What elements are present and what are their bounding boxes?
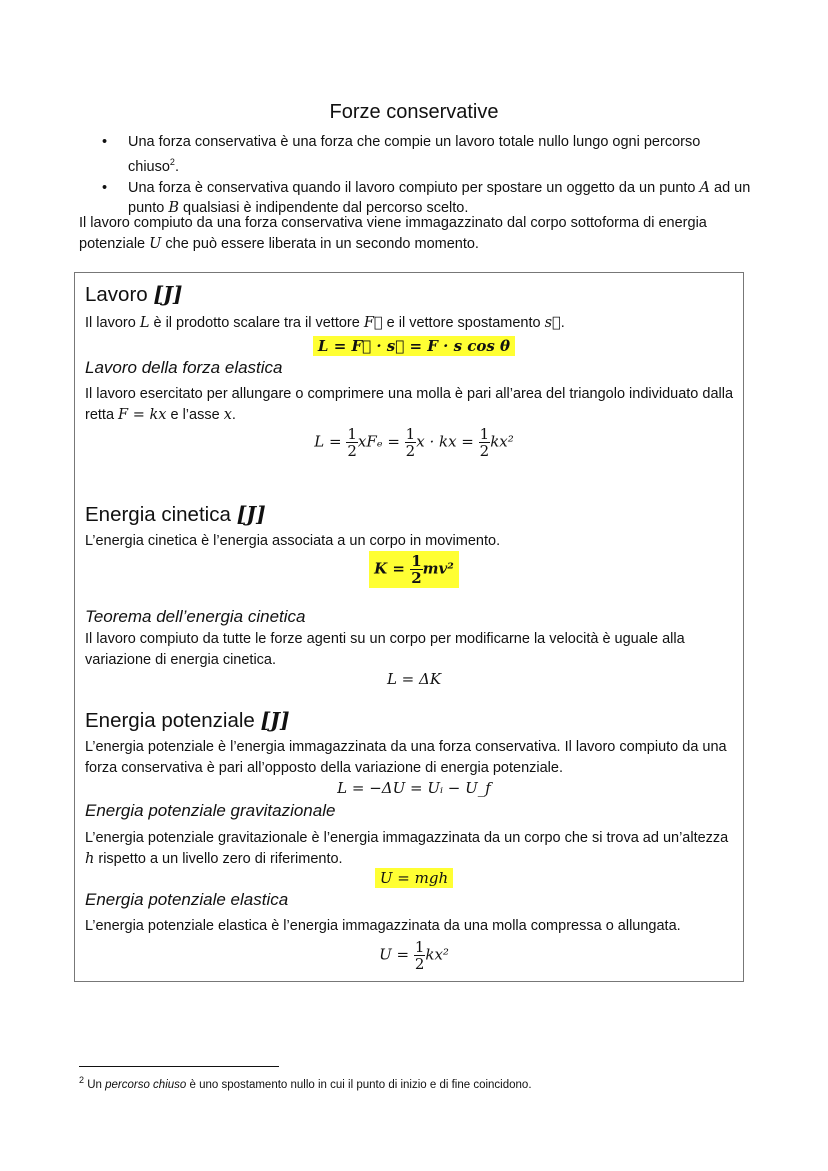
bullet-item: • Una forza conservativa è una forza che compie un lavoro totale nullo lungo ogni percorso chiuso$^2$. [102, 134, 701, 175]
bullet-list [102, 132, 752, 219]
intro-paragraph: Il lavoro compiuto da una forza conservativa viene immagazzinato dal corpo sottoforma di energia potenziale U che può essere liberata in un secondo momento. [79, 215, 707, 252]
bullet-icon: • [102, 134, 108, 150]
lavoro-formula: L = F⃗ · s⃗ = F · s cos θ [0, 337, 828, 355]
section-heading-potenziale: Energia potenziale [J] [85, 708, 290, 732]
potenziale-formula: L = −ΔU = Uᵢ − U_f [337, 779, 491, 797]
elastica-formula: U = $\frac{1}{2}$ kx² [379, 938, 449, 973]
gravitazionale-formula: U = mgh [0, 869, 828, 887]
teorema-formula: L = ΔK [386, 670, 442, 688]
subheading-teorema: Teorema dell’energia cinetica [85, 607, 306, 626]
subheading-gravitazionale: Energia potenziale gravitazionale [85, 801, 336, 820]
gravitazionale-description: L’energia potenziale gravitazionale è l’energia immagazzinata da un corpo che si trova ad un’altezza h rispetto a un livello zero di riferimento. [85, 830, 729, 867]
section-heading-lavoro: Lavoro [J] [85, 282, 183, 306]
lavoro-elastica-formula: L = $\frac{1}{2}$ xFₑ = $\frac{1}{2}$ x · kx = $\frac{1}{2}$ kx² [314, 425, 514, 460]
footnote-divider [79, 1066, 279, 1067]
cinetica-formula: K = $\frac{1}{2}$ mv² [0, 551, 828, 588]
cinetica-description: L’energia cinetica è l’energia associata a un corpo in movimento. [85, 533, 501, 549]
teorema-description: Il lavoro compiuto da tutte le forze agenti su un corpo per modificarne la velocità è uguale alla variazione di energia cinetica. [85, 631, 685, 668]
subheading-lavoro-elastica: Lavoro della forza elastica [85, 358, 283, 377]
elastica-description: L’energia potenziale elastica è l’energia immagazzinata da una molla compressa o allungata. [85, 918, 681, 934]
bullet-item: • Una forza è conservativa quando il lavoro compiuto per spostare un oggetto da un punto A ad un punto B qualsiasi è indipendente dal percorso scelto. [102, 179, 751, 216]
section-heading-cinetica: Energia cinetica [J] [85, 502, 266, 526]
subheading-elastica: Energia potenziale elastica [85, 890, 289, 909]
lavoro-elastica-description: Il lavoro esercitato per allungare o comprimere una molla è pari all’area del triangolo individuato dalla retta F = kx e l’asse x. [85, 386, 734, 423]
lavoro-description: Il lavoro L è il prodotto scalare tra il vettore F⃗ e il vettore spostamento s⃗. [85, 315, 565, 331]
page-title: Forze conservative [329, 101, 499, 123]
footnote: $^2$ Un percorso chiuso è uno spostamento nullo in cui il punto di inizio e di fine coincidono. [79, 1075, 532, 1091]
potenziale-description: L’energia potenziale è l’energia immagazzinata da una forza conservativa. Il lavoro compiuto da una forza conservativa è pari all’opposto della variazione di energia potenziale. [85, 739, 727, 776]
footnote-ref[interactable]: 2 [169, 157, 175, 167]
bullet-icon: • [102, 179, 108, 196]
